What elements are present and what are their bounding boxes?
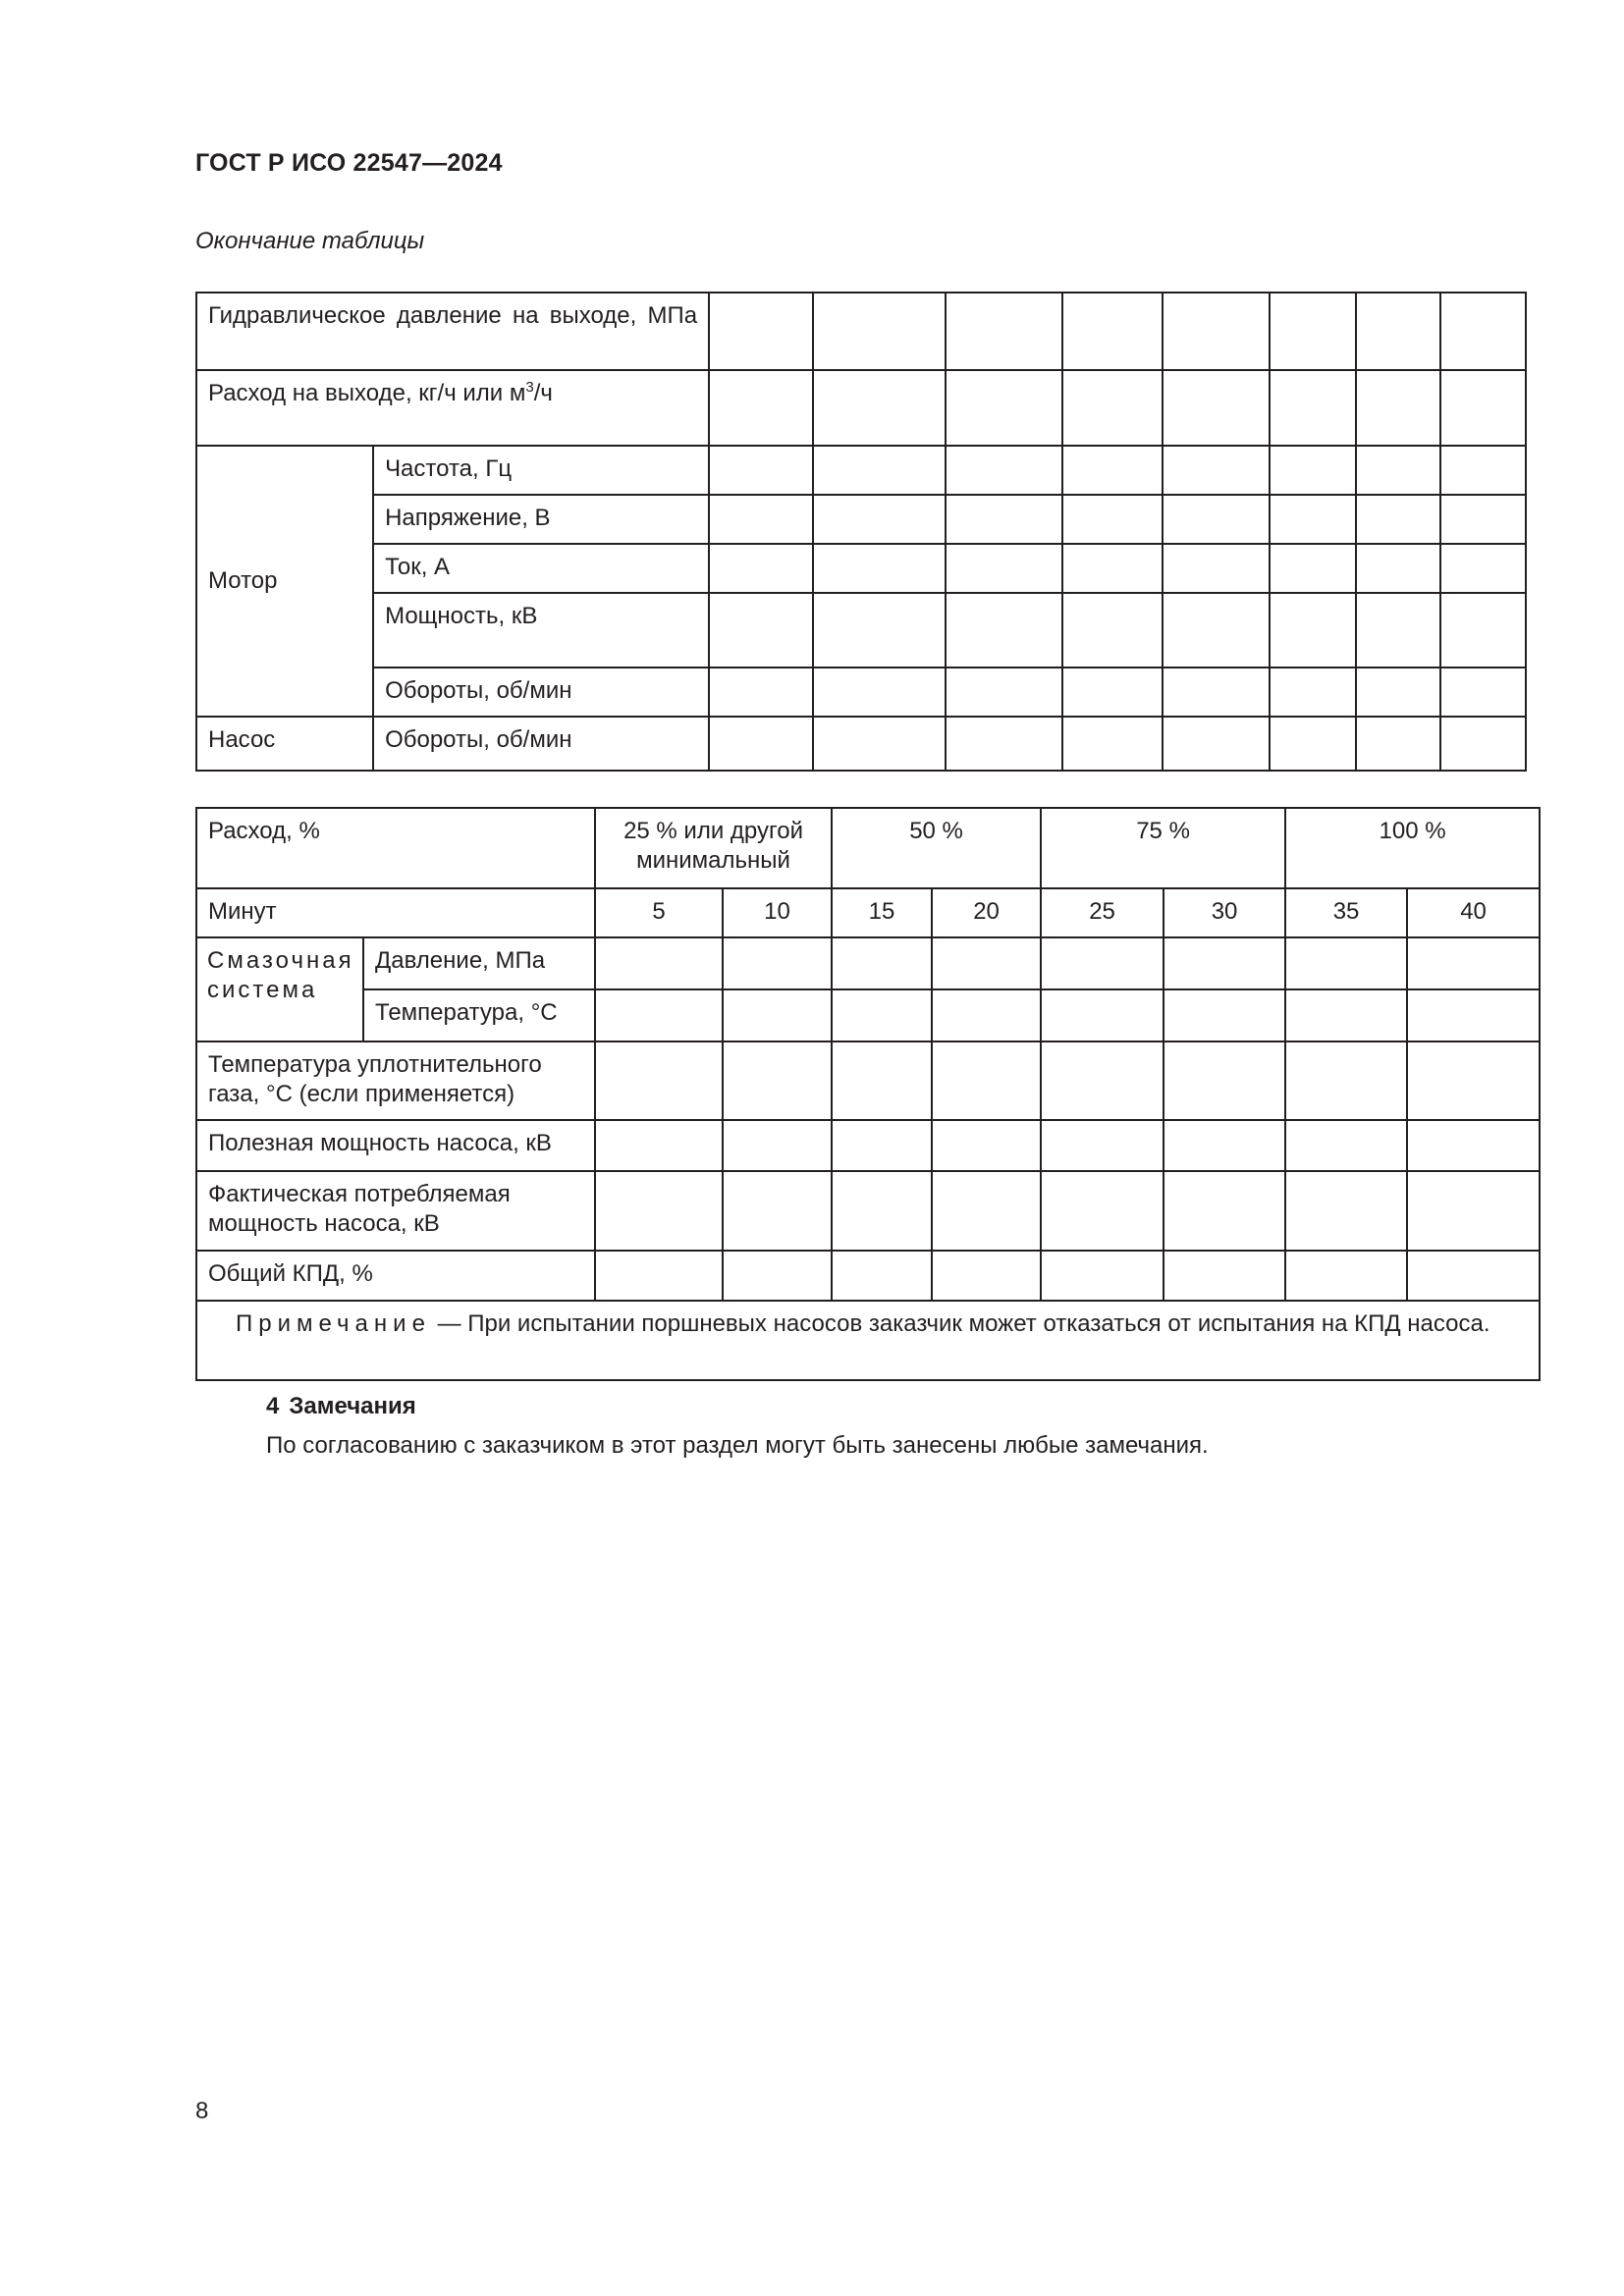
table-row bbox=[196, 808, 1540, 888]
table-continuation-caption: Окончание таблицы bbox=[195, 228, 425, 254]
empty-cell bbox=[1041, 937, 1164, 989]
empty-cell bbox=[1163, 370, 1271, 446]
empty-cell bbox=[723, 937, 832, 989]
flow-level-75: 75 % bbox=[1041, 808, 1285, 888]
empty-cell bbox=[1163, 446, 1271, 495]
empty-cell bbox=[595, 1041, 723, 1120]
minutes-value: 40 bbox=[1407, 888, 1540, 937]
empty-cell bbox=[1356, 495, 1441, 544]
empty-cell bbox=[1356, 446, 1441, 495]
section-body-text: По согласованию с заказчиком в этот раздел могут быть занесены любые замечания. bbox=[266, 1432, 1209, 1459]
empty-cell bbox=[1062, 293, 1163, 370]
empty-cell bbox=[832, 1171, 932, 1251]
empty-cell bbox=[1285, 937, 1407, 989]
empty-cell bbox=[1356, 293, 1441, 370]
empty-cell bbox=[1270, 446, 1356, 495]
empty-cell bbox=[1163, 667, 1271, 717]
minutes-value: 20 bbox=[932, 888, 1041, 937]
row-label-voltage: Напряжение, В bbox=[373, 495, 709, 544]
document-code: ГОСТ Р ИСО 22547—2024 bbox=[195, 149, 503, 177]
row-label-useful-power: Полезная мощность насоса, кВ bbox=[196, 1120, 595, 1171]
empty-cell bbox=[832, 989, 932, 1041]
empty-cell bbox=[1407, 937, 1540, 989]
empty-cell bbox=[1062, 370, 1163, 446]
table-row bbox=[196, 370, 1526, 446]
row-label-lube-pressure: Давление, МПа bbox=[363, 937, 595, 989]
empty-cell bbox=[709, 667, 813, 717]
note-text: — При испытании поршневых насосов заказчик может отказаться от испытания на КПД насоса. bbox=[430, 1310, 1490, 1337]
empty-cell bbox=[1062, 544, 1163, 593]
empty-cell bbox=[1270, 667, 1356, 717]
empty-cell bbox=[1164, 937, 1285, 989]
empty-cell bbox=[723, 1171, 832, 1251]
empty-cell bbox=[709, 544, 813, 593]
empty-cell bbox=[723, 1041, 832, 1120]
note-label: Примечание bbox=[236, 1310, 431, 1337]
empty-cell bbox=[709, 446, 813, 495]
empty-cell bbox=[595, 1171, 723, 1251]
empty-cell bbox=[1163, 593, 1271, 667]
row-label-motor-power: Мощность, кВ bbox=[373, 593, 709, 667]
empty-cell bbox=[1285, 1251, 1407, 1301]
row-label-actual-power: Фактическая потребляемая мощность насоса, кВ bbox=[196, 1171, 595, 1251]
empty-cell bbox=[1164, 1171, 1285, 1251]
empty-cell bbox=[932, 989, 1041, 1041]
table-note bbox=[196, 1301, 1540, 1380]
empty-cell bbox=[723, 1251, 832, 1301]
empty-cell bbox=[595, 1251, 723, 1301]
row-label-hydraulic-pressure: Гидравлическое давление на выходе, МПа bbox=[196, 293, 709, 370]
row-label-seal-gas-temperature: Температура уплотнительного газа, °С (если применяется) bbox=[196, 1041, 595, 1120]
empty-cell bbox=[946, 544, 1062, 593]
minutes-value: 10 bbox=[723, 888, 832, 937]
empty-cell bbox=[1285, 989, 1407, 1041]
empty-cell bbox=[723, 1120, 832, 1171]
empty-cell bbox=[1285, 1120, 1407, 1171]
empty-cell bbox=[1356, 544, 1441, 593]
table-row bbox=[196, 989, 1540, 1041]
row-label-pump-speed: Обороты, об/мин bbox=[373, 717, 709, 771]
minutes-value: 30 bbox=[1164, 888, 1285, 937]
table-row bbox=[196, 717, 1526, 771]
empty-cell bbox=[946, 717, 1062, 771]
empty-cell bbox=[946, 667, 1062, 717]
empty-cell bbox=[1041, 1251, 1164, 1301]
empty-cell bbox=[946, 293, 1062, 370]
empty-cell bbox=[946, 495, 1062, 544]
empty-cell bbox=[813, 667, 947, 717]
table-row bbox=[196, 593, 1526, 667]
empty-cell bbox=[1041, 989, 1164, 1041]
empty-cell bbox=[1270, 370, 1356, 446]
table-row bbox=[196, 293, 1526, 370]
table-row bbox=[196, 1041, 1540, 1120]
empty-cell bbox=[1270, 293, 1356, 370]
empty-cell bbox=[1062, 593, 1163, 667]
empty-cell bbox=[709, 593, 813, 667]
empty-cell bbox=[1163, 495, 1271, 544]
empty-cell bbox=[1356, 593, 1441, 667]
row-group-motor: Мотор bbox=[196, 446, 373, 717]
table-row bbox=[196, 888, 1540, 937]
empty-cell bbox=[1356, 667, 1441, 717]
empty-cell bbox=[723, 989, 832, 1041]
row-label-total-efficiency: Общий КПД, % bbox=[196, 1251, 595, 1301]
table-row bbox=[196, 446, 1526, 495]
empty-cell bbox=[813, 370, 947, 446]
empty-cell bbox=[1285, 1041, 1407, 1120]
empty-cell bbox=[1356, 717, 1441, 771]
flow-level-100: 100 % bbox=[1285, 808, 1540, 888]
test-measurements-table bbox=[195, 292, 1527, 772]
empty-cell bbox=[1164, 1251, 1285, 1301]
empty-cell bbox=[932, 1041, 1041, 1120]
empty-cell bbox=[1163, 544, 1271, 593]
empty-cell bbox=[832, 1120, 932, 1171]
table-row bbox=[196, 1171, 1540, 1251]
table-row bbox=[196, 1120, 1540, 1171]
empty-cell bbox=[813, 446, 947, 495]
row-label-outlet-flow: Расход на выходе, кг/ч или $м^3/ч$ bbox=[196, 370, 709, 446]
row-label-frequency: Частота, Гц bbox=[373, 446, 709, 495]
empty-cell bbox=[1440, 495, 1526, 544]
empty-cell bbox=[1407, 1251, 1540, 1301]
empty-cell bbox=[1270, 495, 1356, 544]
empty-cell bbox=[595, 989, 723, 1041]
empty-cell bbox=[1440, 446, 1526, 495]
empty-cell bbox=[1062, 717, 1163, 771]
empty-cell bbox=[946, 370, 1062, 446]
empty-cell bbox=[813, 495, 947, 544]
empty-cell bbox=[709, 495, 813, 544]
flow-percent-label: Расход, % bbox=[196, 808, 595, 888]
empty-cell bbox=[1356, 370, 1441, 446]
empty-cell bbox=[932, 937, 1041, 989]
empty-cell bbox=[1062, 446, 1163, 495]
table-row bbox=[196, 1301, 1540, 1380]
table-row bbox=[196, 937, 1540, 989]
empty-cell bbox=[1270, 544, 1356, 593]
empty-cell bbox=[709, 717, 813, 771]
empty-cell bbox=[1440, 717, 1526, 771]
section-title: Замечания bbox=[289, 1393, 416, 1419]
empty-cell bbox=[1164, 989, 1285, 1041]
flow-schedule-table bbox=[195, 807, 1541, 1381]
empty-cell bbox=[709, 370, 813, 446]
table-row bbox=[196, 667, 1526, 717]
empty-cell bbox=[946, 593, 1062, 667]
empty-cell bbox=[709, 293, 813, 370]
minutes-label: Минут bbox=[196, 888, 595, 937]
table-row bbox=[196, 495, 1526, 544]
empty-cell bbox=[1270, 717, 1356, 771]
empty-cell bbox=[1407, 1171, 1540, 1251]
row-label-motor-speed: Обороты, об/мин bbox=[373, 667, 709, 717]
empty-cell bbox=[1062, 667, 1163, 717]
empty-cell bbox=[1440, 544, 1526, 593]
empty-cell bbox=[1407, 989, 1540, 1041]
section-heading bbox=[266, 1393, 416, 1420]
flow-level-minimum: 25 % или другой минимальный bbox=[595, 808, 832, 888]
empty-cell bbox=[832, 1251, 932, 1301]
empty-cell bbox=[946, 446, 1062, 495]
empty-cell bbox=[1163, 717, 1271, 771]
row-label-current: Ток, А bbox=[373, 544, 709, 593]
empty-cell bbox=[813, 293, 947, 370]
empty-cell bbox=[595, 1120, 723, 1171]
minutes-value: 5 bbox=[595, 888, 723, 937]
empty-cell bbox=[832, 1041, 932, 1120]
empty-cell bbox=[1041, 1171, 1164, 1251]
empty-cell bbox=[1285, 1171, 1407, 1251]
empty-cell bbox=[813, 593, 947, 667]
table-row bbox=[196, 1251, 1540, 1301]
empty-cell bbox=[1270, 593, 1356, 667]
minutes-value: 35 bbox=[1285, 888, 1407, 937]
page-number: 8 bbox=[195, 2098, 209, 2124]
empty-cell bbox=[1407, 1041, 1540, 1120]
minutes-value: 25 bbox=[1041, 888, 1164, 937]
empty-cell bbox=[1062, 495, 1163, 544]
row-group-lubrication: Смазочная система bbox=[196, 937, 363, 1041]
empty-cell bbox=[932, 1251, 1041, 1301]
empty-cell bbox=[1041, 1041, 1164, 1120]
empty-cell bbox=[932, 1171, 1041, 1251]
empty-cell bbox=[1440, 593, 1526, 667]
row-label-lube-temperature: Температура, °С bbox=[363, 989, 595, 1041]
minutes-value: 15 bbox=[832, 888, 932, 937]
empty-cell bbox=[1163, 293, 1271, 370]
row-group-pump: Насос bbox=[196, 717, 373, 771]
empty-cell bbox=[595, 937, 723, 989]
empty-cell bbox=[813, 717, 947, 771]
empty-cell bbox=[1164, 1041, 1285, 1120]
table-row bbox=[196, 544, 1526, 593]
flow-level-50: 50 % bbox=[832, 808, 1041, 888]
section-number: 4 bbox=[266, 1393, 280, 1419]
empty-cell bbox=[1440, 667, 1526, 717]
empty-cell bbox=[1440, 293, 1526, 370]
empty-cell bbox=[1164, 1120, 1285, 1171]
empty-cell bbox=[832, 937, 932, 989]
empty-cell bbox=[1041, 1120, 1164, 1171]
empty-cell bbox=[813, 544, 947, 593]
empty-cell bbox=[1440, 370, 1526, 446]
empty-cell bbox=[1407, 1120, 1540, 1171]
empty-cell bbox=[932, 1120, 1041, 1171]
